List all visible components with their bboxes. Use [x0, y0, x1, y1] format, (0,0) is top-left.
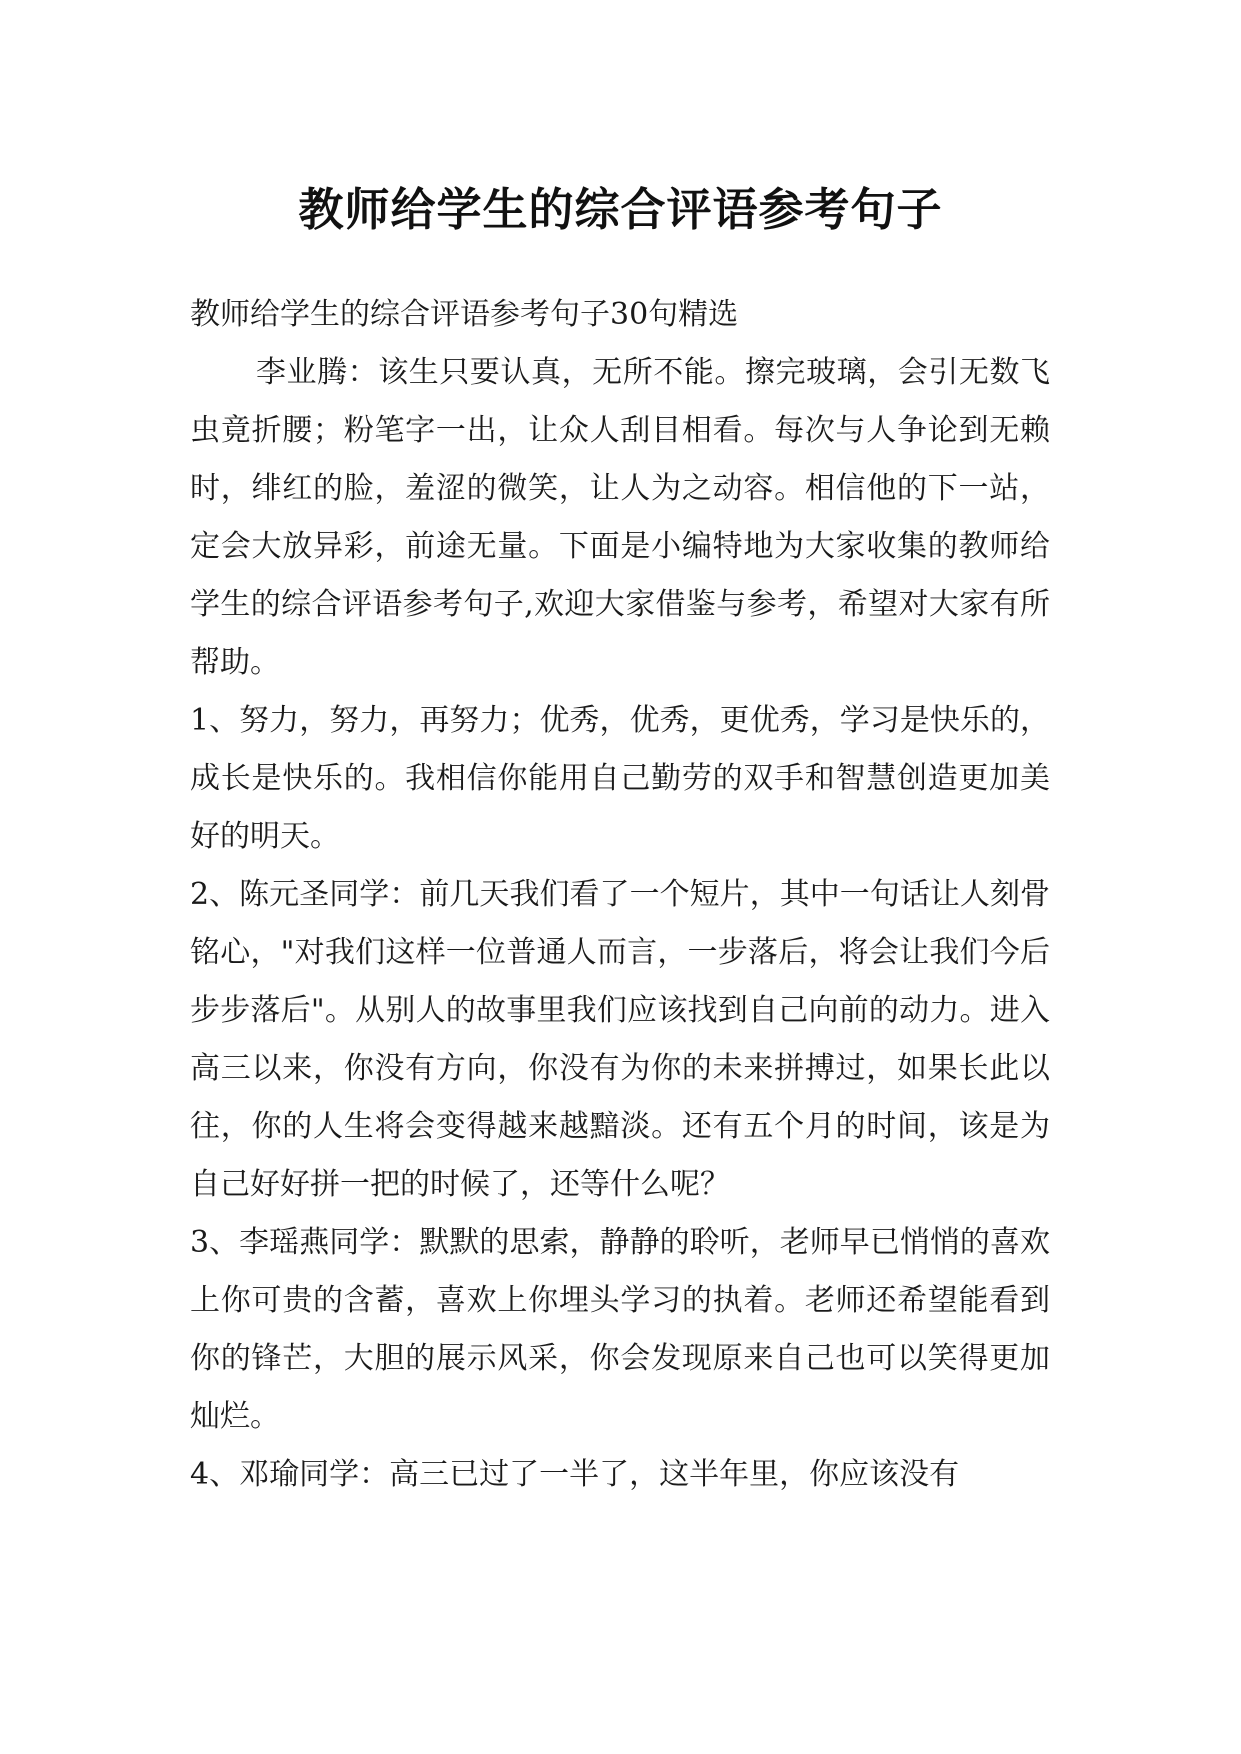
document-subtitle: 教师给学生的综合评语参考句子30句精选 — [190, 297, 739, 332]
comment-paragraph-4: 4、邓瑜同学：高三已过了一半了，这半年里，你应该没有 — [190, 1457, 960, 1492]
document-body — [190, 286, 1050, 1504]
document-title: 教师给学生的综合评语参考句子 — [298, 183, 943, 237]
intro-paragraph: 李业腾：该生只要认真，无所不能。擦完玻璃，会引无数飞虫竟折腰；粉笔字一出，让众人刮目相看。每次与人争论到无赖时，绯红的脸，羞涩的微笑，让人为之动容。相信他的下一站，定会大放异彩，前途无量。下面是小编特地为大家收集的教师给学生的综合评语参考句子,欢迎大家借鉴与参考，希望对大家有所帮助。 — [190, 355, 1050, 680]
comment-paragraph-3: 3、李瑶燕同学：默默的思索，静静的聆听，老师早已悄悄的喜欢上你可贵的含蓄，喜欢上你埋头学习的执着。老师还希望能看到你的锋芒，大胆的展示风采，你会发现原来自己也可以笑得更加灿烂。 — [190, 1225, 1050, 1434]
comment-paragraph-2: 2、陈元圣同学：前几天我们看了一个短片，其中一句话让人刻骨铭心，"对我们这样一位普通人而言，一步落后，将会让我们今后步步落后"。从别人的故事里我们应该找到自己向前的动力。进入高三以来，你没有方向，你没有为你的未来拼搏过，如果长此以往，你的人生将会变得越来越黯淡。还有五个月的时间，该是为自己好好拼一把的时候了，还等什么呢？ — [190, 877, 1050, 1202]
comment-paragraph-1: 1、努力，努力，再努力；优秀，优秀，更优秀，学习是快乐的，成长是快乐的。我相信你能用自己勤劳的双手和智慧创造更加美好的明天。 — [190, 703, 1050, 854]
